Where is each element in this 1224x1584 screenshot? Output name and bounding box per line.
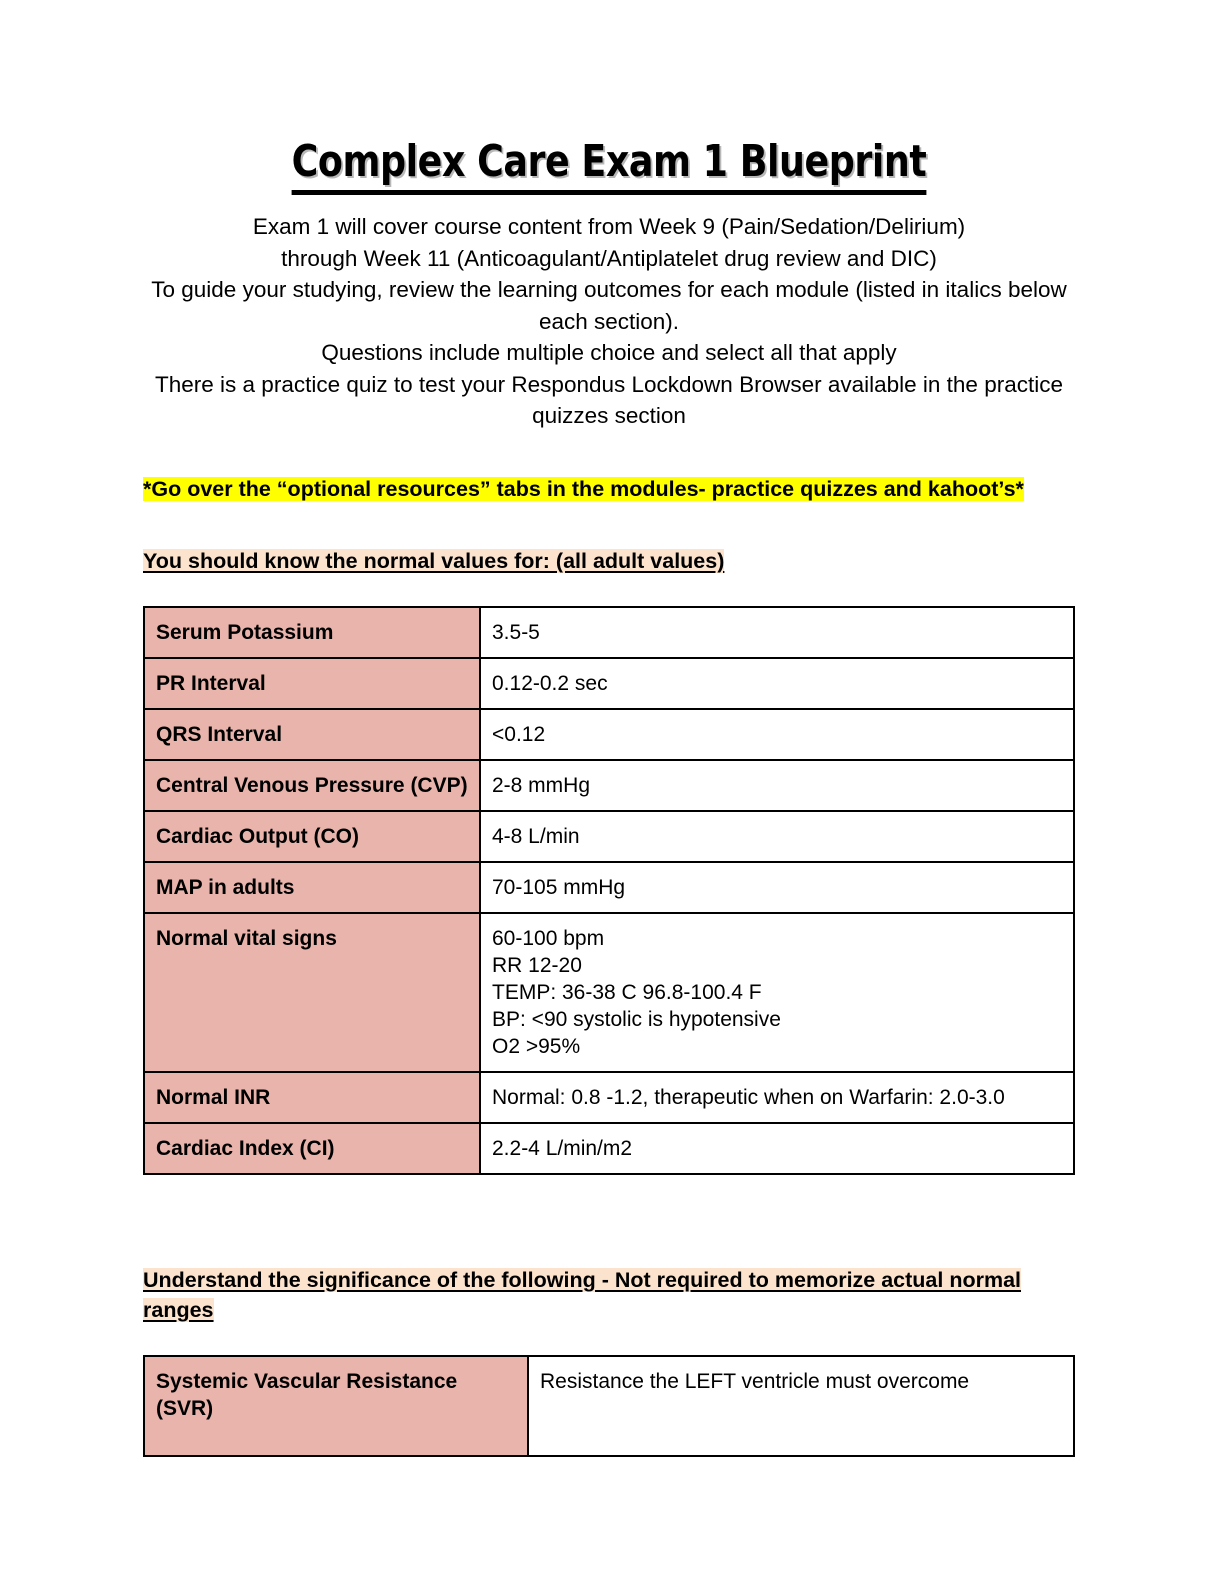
document-content bbox=[143, 0, 1075, 1457]
table-row bbox=[144, 709, 1074, 760]
significance-table-wrapper bbox=[143, 1355, 1075, 1457]
table-row bbox=[144, 862, 1074, 913]
highlight-note bbox=[143, 474, 1075, 504]
normal-values-table bbox=[143, 606, 1075, 1175]
table-row bbox=[144, 913, 1074, 1072]
significance-table bbox=[143, 1355, 1075, 1457]
row-label: QRS Interval bbox=[144, 709, 480, 760]
table-row bbox=[144, 607, 1074, 658]
intro-line-2: through Week 11 (Anticoagulant/Antiplatelet drug review and DIC) bbox=[281, 245, 937, 271]
row-label: Cardiac Output (CO) bbox=[144, 811, 480, 862]
page-title-text: Complex Care Exam 1 Blueprint bbox=[292, 136, 927, 195]
vital-line: O2 >95% bbox=[492, 1034, 581, 1058]
highlight-note-text: *Go over the “optional resources” tabs in the modules- practice quizzes and kahoot’s* bbox=[143, 476, 1024, 501]
intro-line-3: To guide your studying, review the learning outcomes for each module (listed in italics below each section). bbox=[151, 277, 1067, 334]
intro-paragraph bbox=[143, 195, 1075, 432]
row-value: Normal: 0.8 -1.2, therapeutic when on Warfarin: 2.0-3.0 bbox=[480, 1072, 1074, 1123]
row-value: 0.12-0.2 sec bbox=[480, 658, 1074, 709]
table-row bbox=[144, 811, 1074, 862]
section-heading-significance-text: Understand the significance of the following - Not required to memorize actual normal ranges bbox=[143, 1267, 1022, 1322]
normal-values-table-wrapper bbox=[143, 606, 1075, 1175]
row-label: MAP in adults bbox=[144, 862, 480, 913]
row-value: 70-105 mmHg bbox=[480, 862, 1074, 913]
row-value: 2-8 mmHg bbox=[480, 760, 1074, 811]
vital-line: BP: <90 systolic is hypotensive bbox=[492, 1007, 781, 1031]
row-value: 2.2-4 L/min/m2 bbox=[480, 1123, 1074, 1174]
row-value: 4-8 L/min bbox=[480, 811, 1074, 862]
row-label: Cardiac Index (CI) bbox=[144, 1123, 480, 1174]
intro-line-5: There is a practice quiz to test your Respondus Lockdown Browser available in the practice quizzes section bbox=[155, 371, 1063, 428]
intro-line-4: Questions include multiple choice and select all that apply bbox=[321, 340, 897, 365]
table-row bbox=[144, 1123, 1074, 1174]
row-label: Normal vital signs bbox=[144, 913, 480, 1072]
table-row bbox=[144, 760, 1074, 811]
row-value: <0.12 bbox=[480, 709, 1074, 760]
section-heading-normal-values-text: You should know the normal values for: (all adult values) bbox=[143, 548, 725, 573]
intro-line-1: Exam 1 will cover course content from Week 9 (Pain/Sedation/Delirium) bbox=[252, 214, 966, 239]
vital-line: 60-100 bpm bbox=[492, 926, 605, 950]
vital-line: TEMP: 36-38 C 96.8-100.4 F bbox=[492, 980, 762, 1004]
row-label: PR Interval bbox=[144, 658, 480, 709]
vital-line: RR 12-20 bbox=[492, 953, 582, 977]
table-row bbox=[144, 1356, 1074, 1456]
row-label: Normal INR bbox=[144, 1072, 480, 1123]
row-label: Central Venous Pressure (CVP) bbox=[144, 760, 480, 811]
section-heading-significance bbox=[143, 1265, 1075, 1325]
section-spacer bbox=[143, 1175, 1075, 1223]
table-row bbox=[144, 658, 1074, 709]
row-value: Resistance the LEFT ventricle must overcome bbox=[528, 1356, 1074, 1456]
page-title bbox=[180, 0, 1037, 195]
section-heading-normal-values bbox=[143, 546, 1075, 576]
row-label: Serum Potassium bbox=[144, 607, 480, 658]
row-value-multiline bbox=[480, 913, 1074, 1072]
row-label: Systemic Vascular Resistance (SVR) bbox=[144, 1356, 528, 1456]
table-row bbox=[144, 1072, 1074, 1123]
row-value: 3.5-5 bbox=[480, 607, 1074, 658]
